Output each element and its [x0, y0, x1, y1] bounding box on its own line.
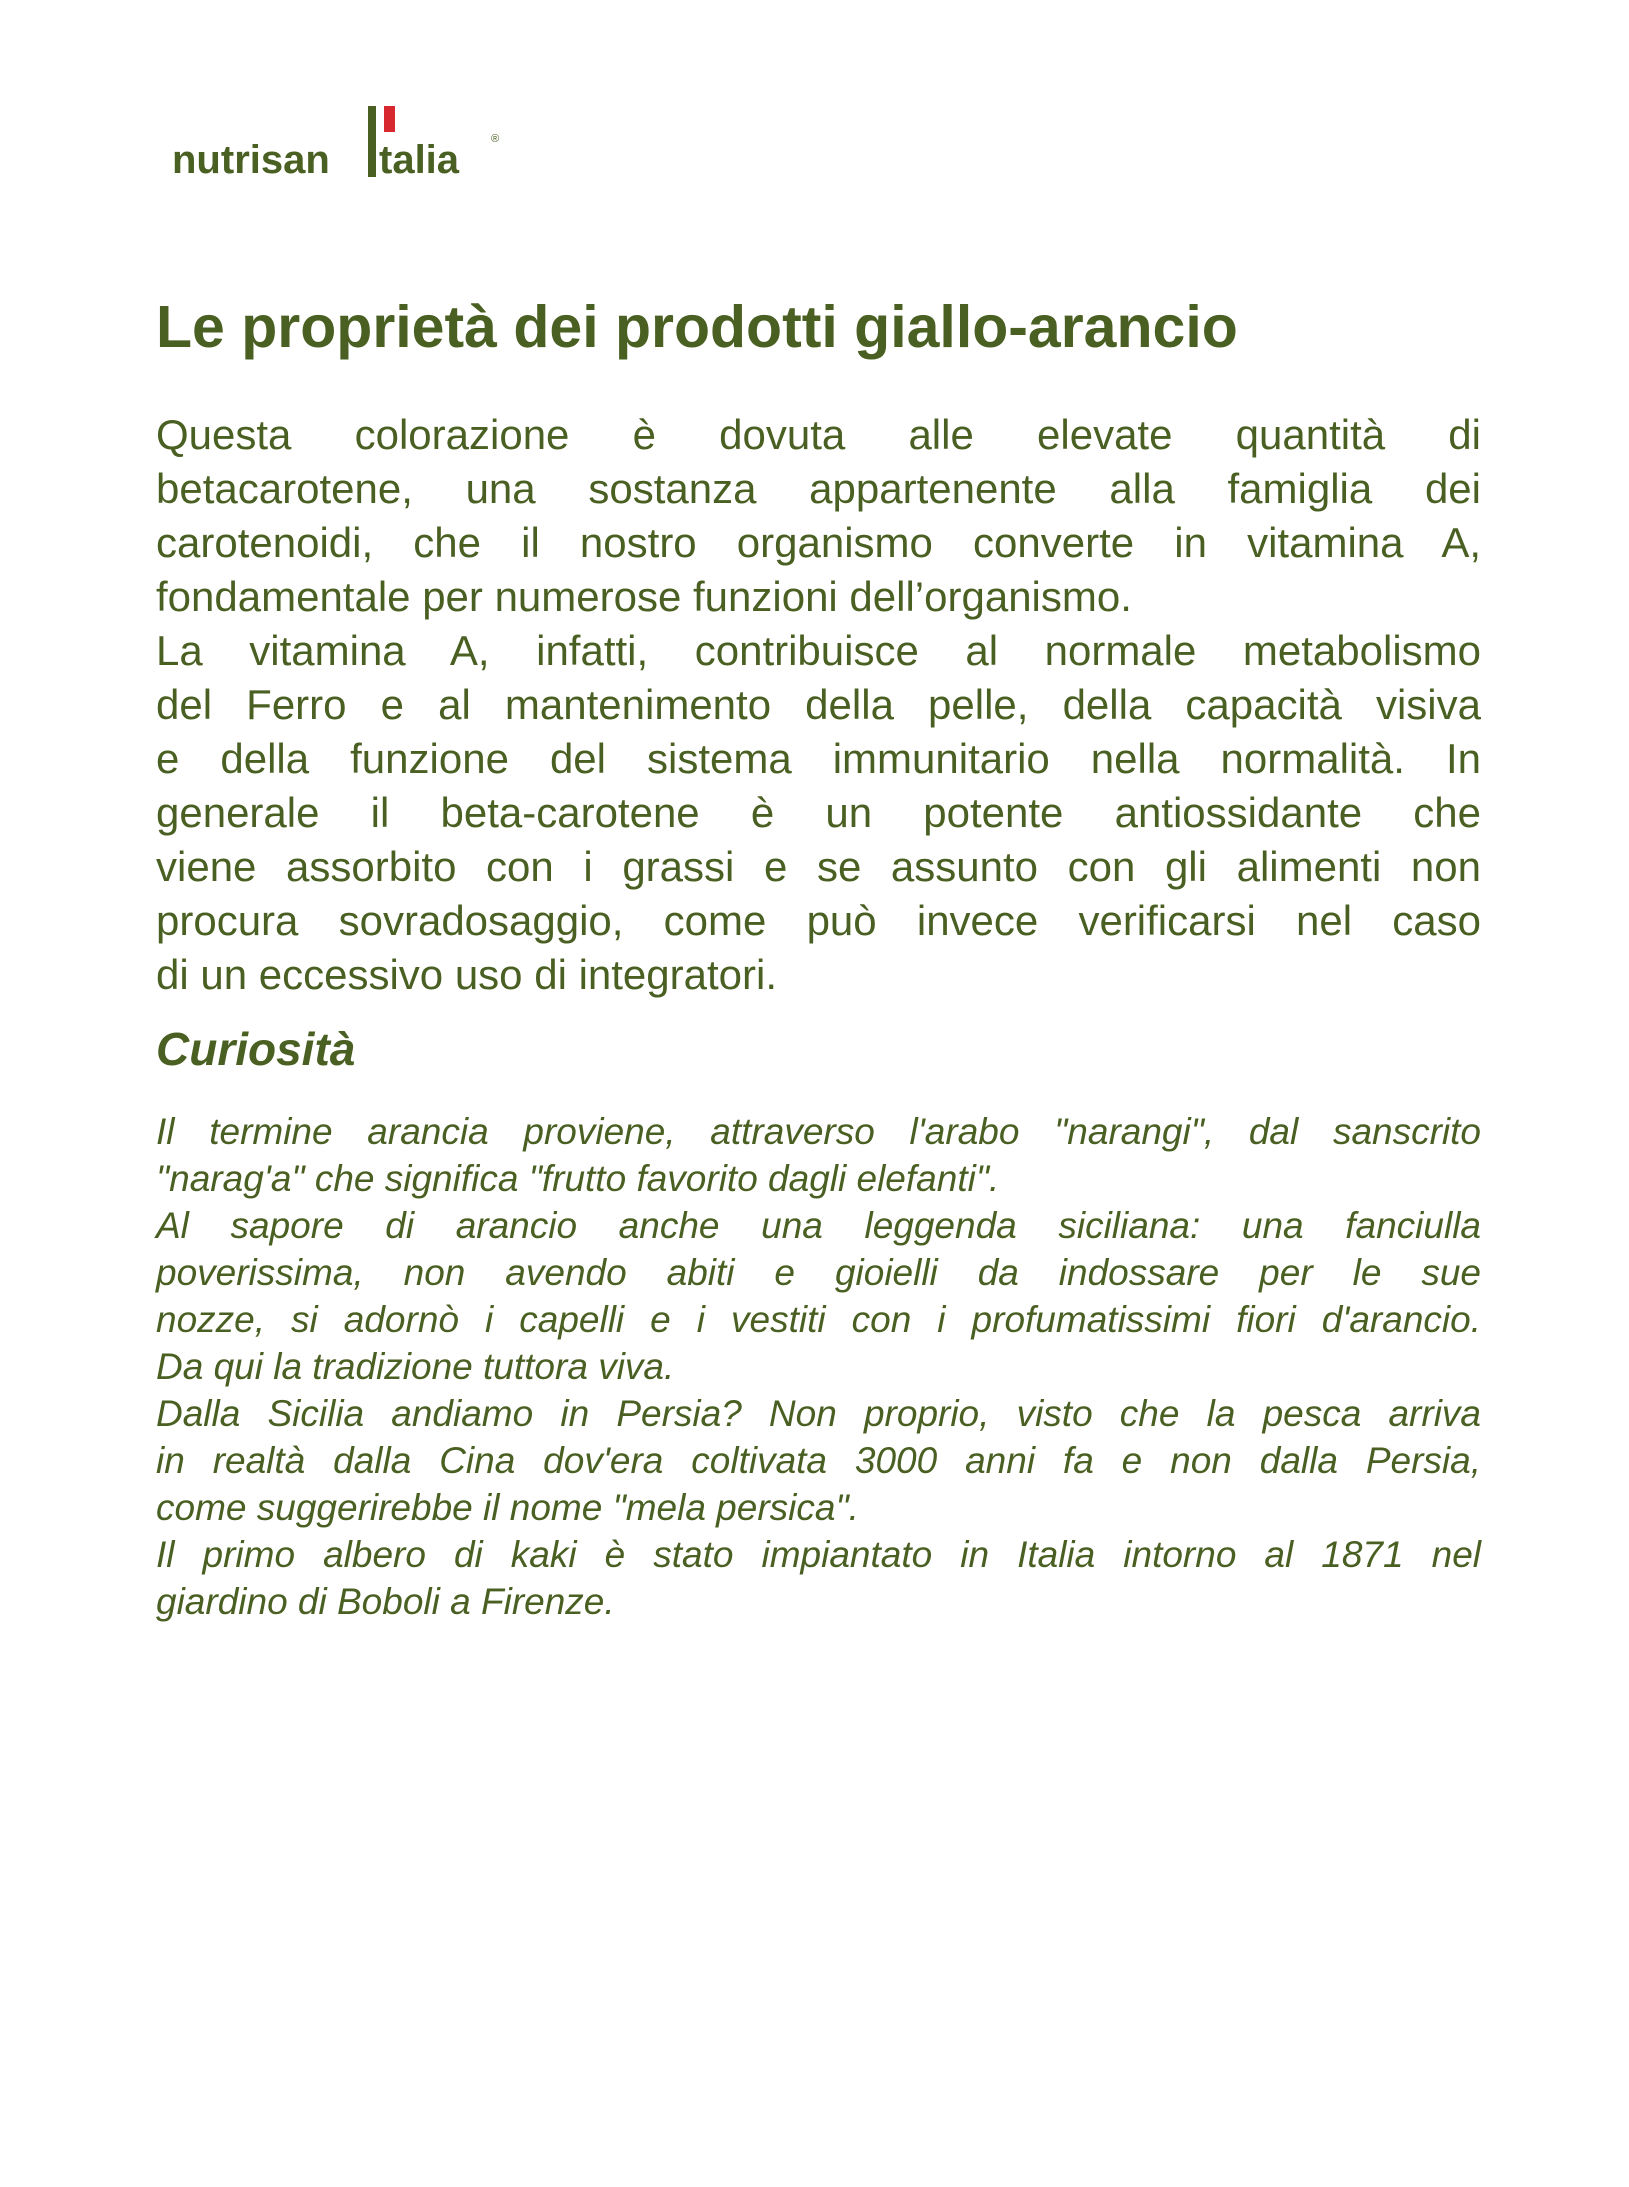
body-line: carotenoidi, che il nostro organismo converte in vitamina A, [156, 519, 1481, 566]
body-line: generale il beta-carotene è un potente antiossidante che [156, 789, 1481, 836]
curiosita-line: "narag'a" che significa "frutto favorito dagli elefanti". [156, 1158, 1000, 1199]
curiosita-line: Il primo albero di kaki è stato impiantato in Italia intorno al 1871 nel [156, 1534, 1481, 1575]
body-line: La vitamina A, infatti, contribuisce al normale metabolismo [156, 627, 1481, 674]
logo-flag-red [384, 106, 395, 132]
body-line: betacarotene, una sostanza appartenente alla famiglia dei [156, 465, 1481, 512]
registered-mark: ® [491, 133, 500, 145]
curiosita-line: Dalla Sicilia andiamo in Persia? Non proprio, visto che la pesca arriva [156, 1393, 1481, 1434]
body-paragraph [156, 408, 1481, 1002]
body-line: procura sovradosaggio, come può invece verificarsi nel caso [156, 897, 1481, 944]
logo-flag-bar [368, 106, 376, 177]
curiosita-line: giardino di Boboli a Firenze. [156, 1581, 615, 1622]
logo-text-nutrisan: nutrisan [172, 138, 330, 182]
nutrisan-italia-logo [172, 104, 512, 184]
body-line: viene assorbito con i grassi e se assunto con gli alimenti non [156, 843, 1481, 890]
body-line: di un eccessivo uso di integratori. [156, 951, 777, 998]
curiosita-line: nozze, si adornò i capelli e i vestiti con i profumatissimi fiori d'arancio. [156, 1299, 1481, 1340]
curiosita-line: Da qui la tradizione tuttora viva. [156, 1346, 675, 1387]
body-line: del Ferro e al mantenimento della pelle, della capacità visiva [156, 681, 1481, 728]
logo-text-talia: talia [379, 138, 460, 182]
body-line: e della funzione del sistema immunitario nella normalità. In [156, 735, 1481, 782]
curiosita-line: poverissima, non avendo abiti e gioielli da indossare per le sue [156, 1252, 1481, 1293]
curiosita-line: come suggerirebbe il nome "mela persica". [156, 1487, 859, 1528]
body-line: fondamentale per numerose funzioni dell’organismo. [156, 573, 1132, 620]
curiosita-paragraph [156, 1108, 1481, 1625]
curiosita-line: Il termine arancia proviene, attraverso l'arabo "narangi", dal sanscrito [156, 1111, 1481, 1152]
curiosita-line: in realtà dalla Cina dov'era coltivata 3000 anni fa e non dalla Persia, [156, 1440, 1481, 1481]
curiosita-line: Al sapore di arancio anche una leggenda siciliana: una fanciulla [156, 1205, 1481, 1246]
page-title: Le proprietà dei prodotti giallo-arancio [156, 294, 1238, 360]
curiosita-heading: Curiosità [156, 1023, 356, 1075]
body-line: Questa colorazione è dovuta alle elevate quantità di [156, 411, 1481, 458]
